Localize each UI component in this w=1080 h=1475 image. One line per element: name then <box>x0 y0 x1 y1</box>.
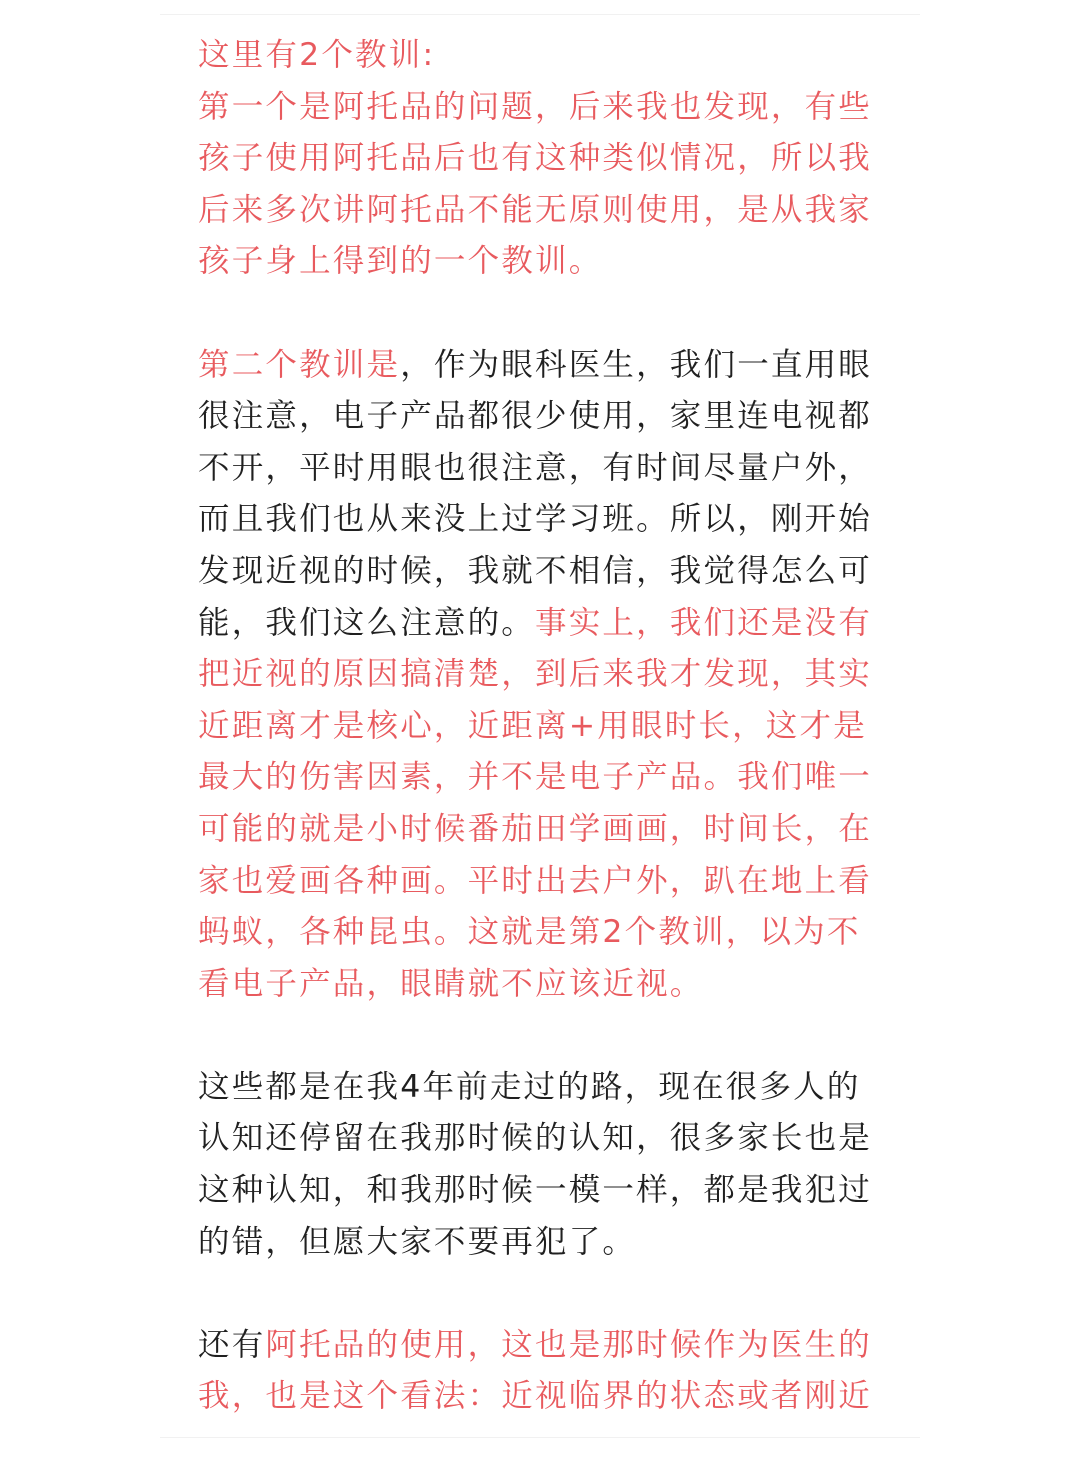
highlighted-text: 把近视的原因搞清楚，到后来我才发现，其实 <box>198 656 873 693</box>
body-text: 发现近视的时候，我就不相信，我觉得怎么可 <box>198 552 873 589</box>
highlighted-text: 最大的伤害因素，并不是电子产品。我们唯一 <box>198 759 873 796</box>
paragraph <box>198 1062 898 1268</box>
text-line <box>198 391 898 443</box>
article-body <box>198 30 898 1475</box>
highlighted-text: 这里有2个教训: <box>198 37 436 73</box>
text-line <box>198 752 898 804</box>
text-line <box>198 1113 898 1165</box>
body-text: 的错，但愿大家不要再犯了。 <box>198 1223 637 1260</box>
text-line <box>198 133 898 185</box>
text-line <box>198 649 898 701</box>
body-text: 而且我们也从来没上过学习班。所以，刚开始 <box>198 501 873 538</box>
text-line <box>198 340 898 392</box>
body-text: 不开，平时用眼也很注意，有时间尽量户外， <box>198 449 873 486</box>
text-line <box>198 1165 898 1217</box>
highlighted-text: 孩子身上得到的一个教训。 <box>198 243 603 280</box>
body-text: 能，我们这么注意的。 <box>198 604 536 641</box>
body-text: 还有 <box>198 1326 266 1363</box>
body-text: 这些都是在我4年前走过的路，现在很多人的 <box>198 1068 861 1105</box>
highlighted-text: 后来多次讲阿托品不能无原则使用，是从我家 <box>198 191 873 228</box>
paragraph <box>198 340 898 1011</box>
text-line <box>198 1371 898 1423</box>
highlighted-text: 事实上，我们还是没有 <box>535 604 873 641</box>
highlighted-text: 第一个是阿托品的问题，后来我也发现，有些 <box>198 88 873 125</box>
highlighted-text: 看电子产品，眼睛就不应该近视。 <box>198 965 704 1002</box>
body-text: 认知还停留在我那时候的认知，很多家长也是 <box>198 1120 873 1157</box>
highlighted-text: 我，也是这个看法：近视临界的状态或者刚近 <box>198 1378 873 1415</box>
text-line <box>198 959 898 1011</box>
text-line <box>198 598 898 650</box>
text-line <box>198 804 898 856</box>
text-line <box>198 1320 898 1372</box>
text-line <box>198 185 898 237</box>
text-line <box>198 1217 898 1269</box>
highlighted-text: 可能的就是小时候番茄田学画画，时间长，在 <box>198 810 873 847</box>
highlighted-text: 近距离才是核心，近距离+用眼时长，这才是 <box>198 707 867 744</box>
body-text: 这种认知，和我那时候一模一样，都是我犯过 <box>198 1172 873 1209</box>
highlighted-text: 孩子使用阿托品后也有这种类似情况，所以我 <box>198 140 873 177</box>
text-line <box>198 856 898 908</box>
text-line <box>198 546 898 598</box>
highlighted-text: 蚂蚁，各种昆虫。这就是第2个教训，以为不 <box>198 914 861 951</box>
text-line <box>198 494 898 546</box>
text-line <box>198 1062 898 1114</box>
highlighted-text: 第二个教训是 <box>198 346 401 383</box>
text-line <box>198 236 898 288</box>
paragraph <box>198 30 898 288</box>
text-line <box>198 82 898 134</box>
text-line <box>198 30 898 82</box>
body-text: ，作为眼科医生，我们一直用眼 <box>400 346 873 383</box>
text-line <box>198 443 898 495</box>
text-line <box>198 701 898 753</box>
highlighted-text: 阿托品的使用，这也是那时候作为医生的 <box>265 1326 873 1363</box>
highlighted-text: 家也爱画各种画。平时出去户外，趴在地上看 <box>198 862 873 899</box>
text-line <box>198 907 898 959</box>
body-text: 很注意，电子产品都很少使用，家里连电视都 <box>198 398 873 435</box>
paragraph <box>198 1320 898 1423</box>
